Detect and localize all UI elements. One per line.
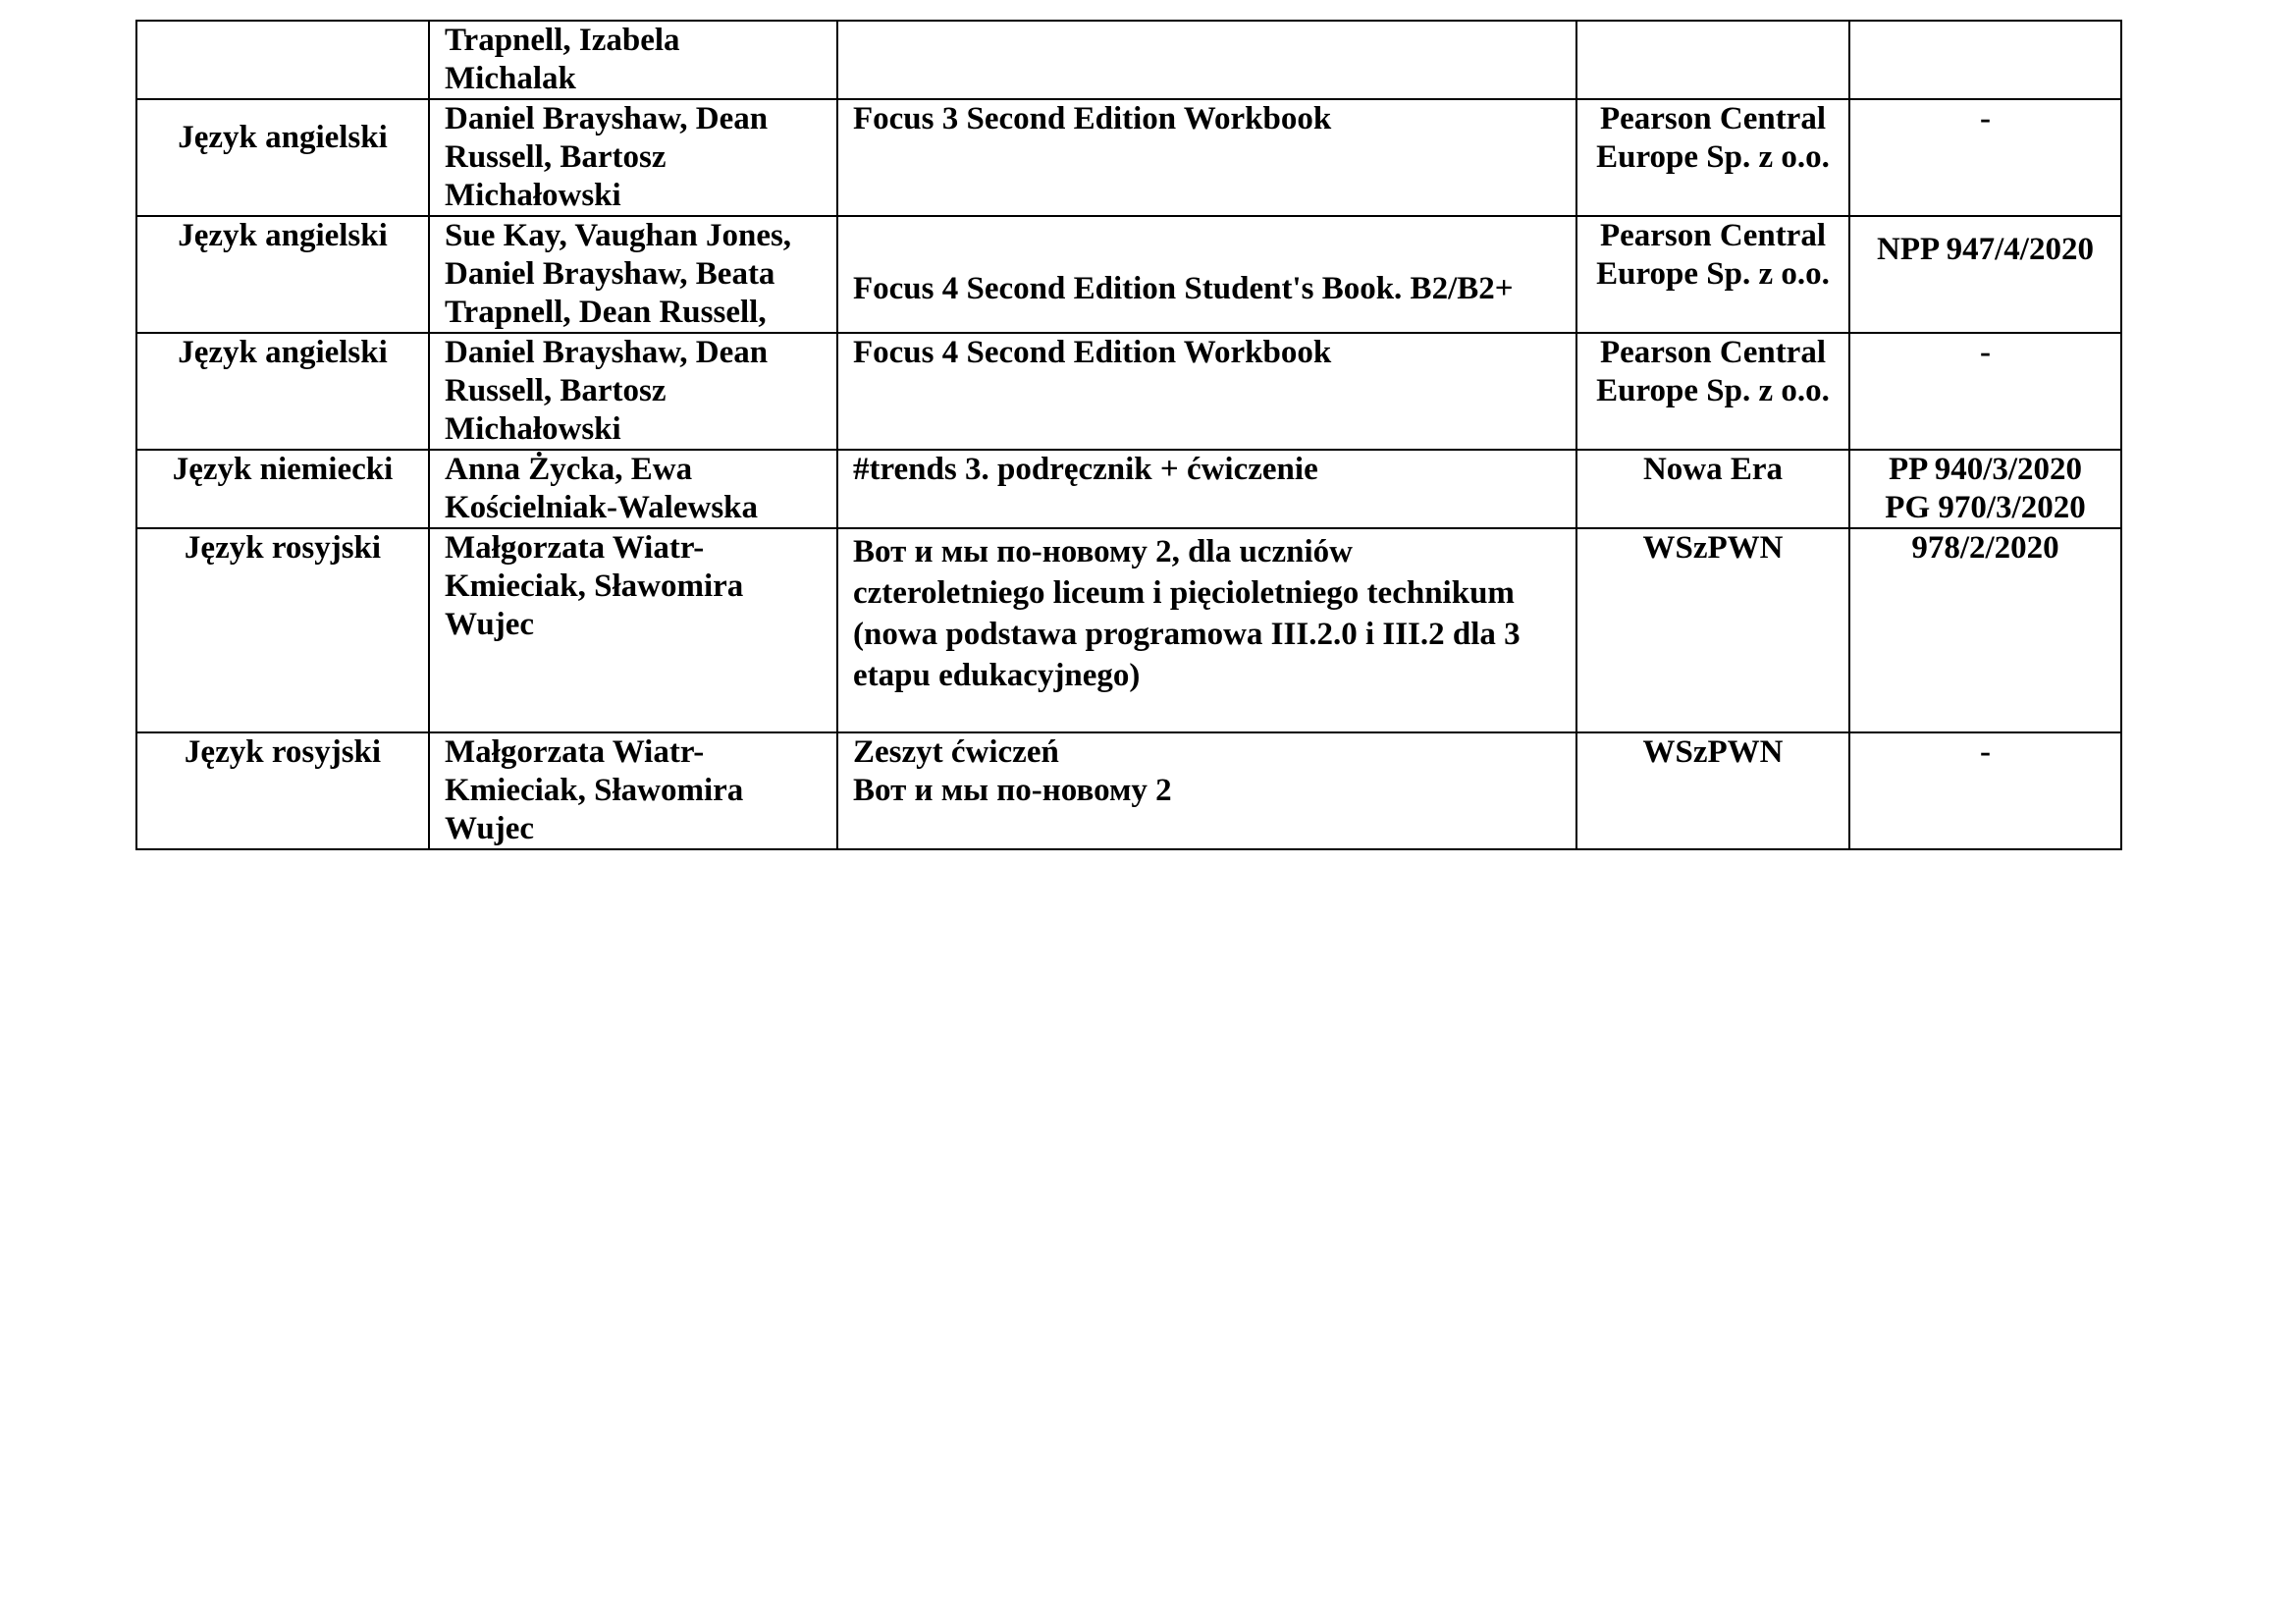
title-line: Вот и мы по-новому 2, dla uczniów (853, 534, 1353, 569)
authors-line: Kmieciak, Sławomira (445, 568, 744, 604)
publisher-cell (1576, 216, 1849, 333)
title-cell (837, 21, 1576, 99)
publisher-line: WSzPWN (1642, 530, 1784, 566)
approval-number-cell (1849, 99, 2121, 216)
publisher-line: WSzPWN (1642, 734, 1784, 770)
approval-number-cell (1849, 216, 2121, 333)
title-cell (837, 333, 1576, 450)
authors-line: Wujec (445, 607, 535, 642)
authors-cell (429, 21, 837, 99)
title-line: Zeszyt ćwiczeń (853, 734, 1059, 770)
approval-line: - (1980, 101, 1991, 136)
title-cell (837, 732, 1576, 849)
publisher-line: Pearson Central (1599, 218, 1827, 253)
authors-line: Michalak (445, 61, 576, 96)
publisher-line: Europe Sp. z o.o. (1596, 373, 1830, 408)
subject-cell (136, 21, 429, 99)
authors-line: Kościelniak-Walewska (445, 490, 759, 525)
approval-line: PG 970/3/2020 (1885, 490, 2086, 525)
title-cell (837, 99, 1576, 216)
authors-line: Sue Kay, Vaughan Jones, (445, 218, 792, 253)
title-line: etapu edukacyjnego) (853, 658, 1141, 693)
title-line: Вот и мы по-новому 2 (853, 773, 1172, 808)
subject-cell: Język niemiecki (136, 450, 429, 528)
table-row (136, 450, 2121, 528)
authors-line: Anna Życka, Ewa (445, 452, 693, 487)
title-line: (nowa podstawa programowa III.2.0 i III.2 dla 3 (853, 617, 1521, 652)
approval-line: - (1980, 335, 1991, 370)
authors-line: Małgorzata Wiatr- (445, 530, 705, 566)
table-row (136, 732, 2121, 849)
approval-number-cell (1849, 21, 2121, 99)
authors-line: Daniel Brayshaw, Beata (445, 256, 775, 292)
publisher-line: Pearson Central (1599, 101, 1827, 136)
publisher-cell (1576, 450, 1849, 528)
authors-cell (429, 450, 837, 528)
subject-cell: Język rosyjski (136, 732, 429, 849)
subject-cell: Język rosyjski (136, 528, 429, 732)
authors-cell (429, 732, 837, 849)
approval-number-cell (1849, 528, 2121, 732)
authors-line: Wujec (445, 811, 535, 846)
publisher-line: Nowa Era (1642, 452, 1784, 487)
publisher-line: Pearson Central (1599, 335, 1827, 370)
authors-cell (429, 528, 837, 732)
approval-number-cell (1849, 333, 2121, 450)
approval-line: PP 940/3/2020 (1888, 452, 2083, 487)
authors-line: Michałowski (445, 178, 621, 213)
approval-line: 978/2/2020 (1911, 530, 2059, 566)
authors-line: Trapnell, Izabela (445, 23, 680, 58)
publisher-cell (1576, 528, 1849, 732)
title-line: Focus 4 Second Edition Student's Book. B2/B2+ (853, 271, 1514, 306)
title-cell (837, 216, 1576, 333)
authors-line: Russell, Bartosz (445, 139, 667, 175)
authors-line: Daniel Brayshaw, Dean (445, 101, 769, 136)
title-cell (837, 528, 1576, 732)
authors-cell (429, 333, 837, 450)
table-row (136, 99, 2121, 216)
title-cell (837, 450, 1576, 528)
title-line: Focus 4 Second Edition Workbook (853, 335, 1332, 370)
table-row (136, 333, 2121, 450)
subject-cell: Język angielski (136, 99, 429, 216)
subject-cell: Język angielski (136, 333, 429, 450)
table-row (136, 528, 2121, 732)
authors-cell (429, 99, 837, 216)
table-row (136, 21, 2121, 99)
publisher-cell (1576, 99, 1849, 216)
authors-line: Russell, Bartosz Michałowski (445, 373, 667, 447)
approval-line: - (1980, 734, 1991, 770)
table-row (136, 216, 2121, 333)
approval-line: NPP 947/4/2020 (1877, 232, 2094, 267)
authors-cell (429, 216, 837, 333)
title-line: czteroletniego liceum i pięcioletniego technikum (853, 575, 1515, 611)
authors-line: Trapnell, Dean Russell, (445, 295, 767, 330)
title-line: Focus 3 Second Edition Workbook (853, 101, 1332, 136)
publisher-cell (1576, 732, 1849, 849)
authors-line: Daniel Brayshaw, Dean (445, 335, 769, 370)
approval-number-cell (1849, 732, 2121, 849)
title-line: #trends 3. podręcznik + ćwiczenie (853, 452, 1318, 487)
textbook-table (135, 20, 2122, 850)
publisher-line: Europe Sp. z o.o. (1596, 256, 1830, 292)
authors-line: Kmieciak, Sławomira (445, 773, 744, 808)
publisher-cell (1576, 21, 1849, 99)
subject-cell: Język angielski (136, 216, 429, 333)
authors-line: Małgorzata Wiatr- (445, 734, 705, 770)
publisher-cell (1576, 333, 1849, 450)
publisher-line: Europe Sp. z o.o. (1596, 139, 1830, 175)
approval-number-cell (1849, 450, 2121, 528)
